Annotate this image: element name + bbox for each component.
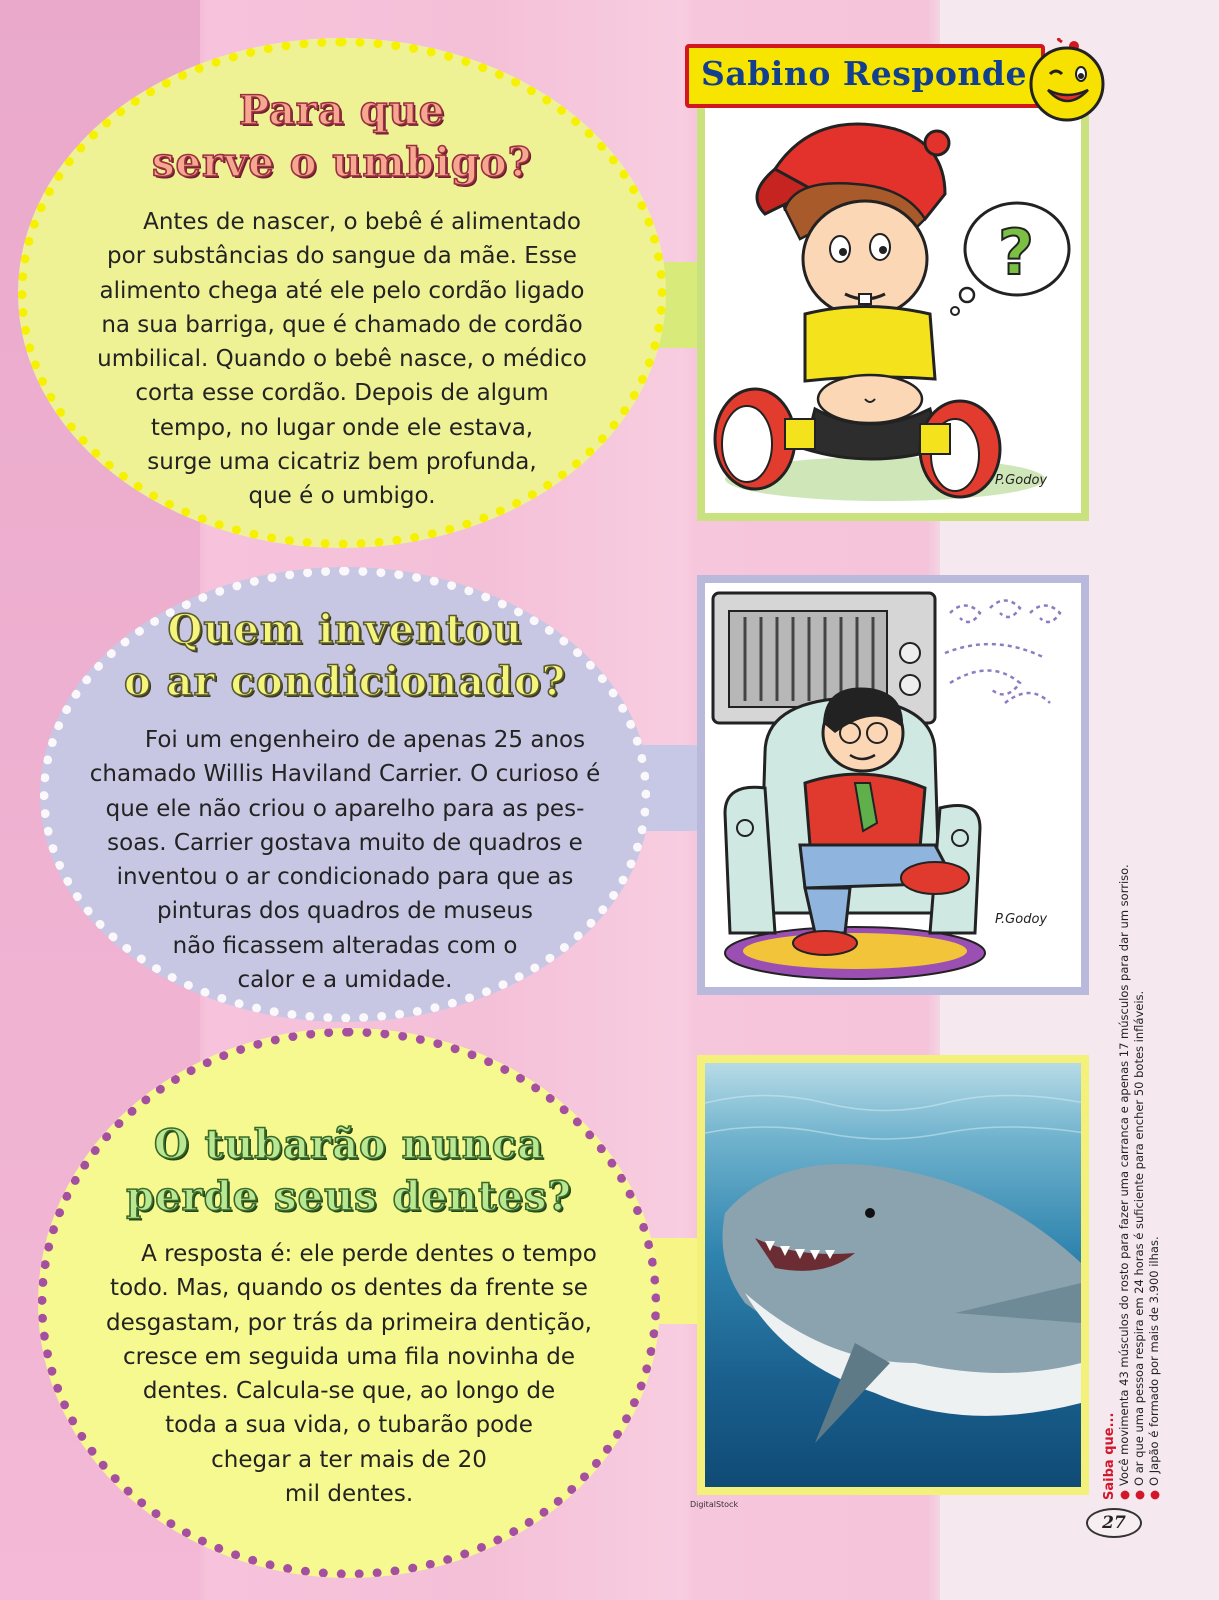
illustration-panel-air-conditioner [697,575,1089,995]
question-bubble-air-conditioner [40,567,650,1022]
answer-line: alimento chega até ele pelo cordão ligado [99,277,585,304]
artist-signature: P.Godoy [995,473,1048,488]
artist-signature: P.Godoy [995,912,1048,927]
question-title [27,85,657,189]
answer-line: corta esse cordão. Depois de algum [135,380,549,407]
answer-line: A resposta é: ele perde dentes o tempo [141,1241,597,1267]
answer-line: que ele não criou o aparelho para as pes- [105,795,585,822]
answer-line: chamado Willis Haviland Carrier. O curioso é [89,761,601,788]
answer-line: surge uma cicatriz bem profunda, [147,449,537,476]
section-banner [685,44,1045,108]
answer-line: pinturas dos quadros de museus [157,898,533,925]
answer-line: calor e a umidade. [237,967,453,994]
banner-title: Sabino Responde [701,54,1027,93]
question-bubble-shark [38,1028,660,1578]
answer-line: desgastam, por trás da primeira dentição, [106,1309,592,1336]
title-line: o ar condicionado? [123,658,567,705]
title-line: Para que [238,87,446,134]
answer-line: na sua barriga, que é chamado de cordão [101,311,583,338]
saiba-que-note [1102,864,1202,1500]
answer-line: dentes. Calcula-se que, ao longo de [142,1378,556,1405]
answer-line: mil dentes. [284,1481,414,1508]
answer-text [47,1237,651,1511]
kid-cap-illustration [705,99,1081,513]
saiba-que-item: ●O ar que uma pessoa respira em 24 horas é suficiente para encher 50 botes infláveis. [1132,990,1146,1500]
question-bubble-navel [18,38,666,548]
saiba-que-item: ●Você movimenta 43 músculos do rosto para fazer uma carranca e apenas 17 músculos para dar um sorriso. [1117,864,1131,1500]
answer-line: inventou o ar condicionado para que as [116,864,574,891]
answer-line: cresce em seguida uma fila novinha de [122,1343,576,1370]
answer-text [27,205,657,514]
page-number: 27 [1086,1508,1142,1538]
answer-line: que é o umbigo. [248,483,436,510]
question-title [49,604,641,708]
question-mark-icon: ? [998,216,1034,289]
title-line: serve o umbigo? [152,139,532,186]
answer-line: Antes de nascer, o bebê é alimentado [143,209,581,235]
answer-line: por substâncias do sangue da mãe. Esse [107,243,577,270]
question-title [47,1119,651,1223]
photo-credit: DigitalStock [690,1500,739,1509]
saiba-que-heading: Saiba que... [1102,1412,1117,1500]
title-line: O tubarão nunca [153,1121,545,1168]
saiba-que-item: ●O Japão é formado por mais de 3.900 ilhas. [1147,1236,1161,1500]
answer-text [49,723,641,997]
answer-line: toda a sua vida, o tubarão pode [165,1412,533,1439]
answer-line: tempo, no lugar onde ele estava, [150,414,534,441]
photo-panel-shark [697,1055,1089,1495]
shark-photo [705,1063,1081,1487]
illustration-panel-navel [697,91,1089,521]
answer-line: umbilical. Quando o bebê nasce, o médico [97,346,587,373]
answer-line: não ficassem alteradas com o [172,932,518,959]
title-line: Quem inventou [167,606,523,653]
smiley-mascot-icon [1024,38,1110,124]
answer-line: todo. Mas, quando os dentes da frente se [110,1275,588,1302]
answer-line: Foi um engenheiro de apenas 25 anos [144,727,586,753]
answer-line: chegar a ter mais de 20 [211,1446,487,1473]
answer-line: soas. Carrier gostava muito de quadros e [107,829,583,856]
armchair-illustration [705,583,1081,987]
title-line: perde seus dentes? [126,1173,572,1220]
